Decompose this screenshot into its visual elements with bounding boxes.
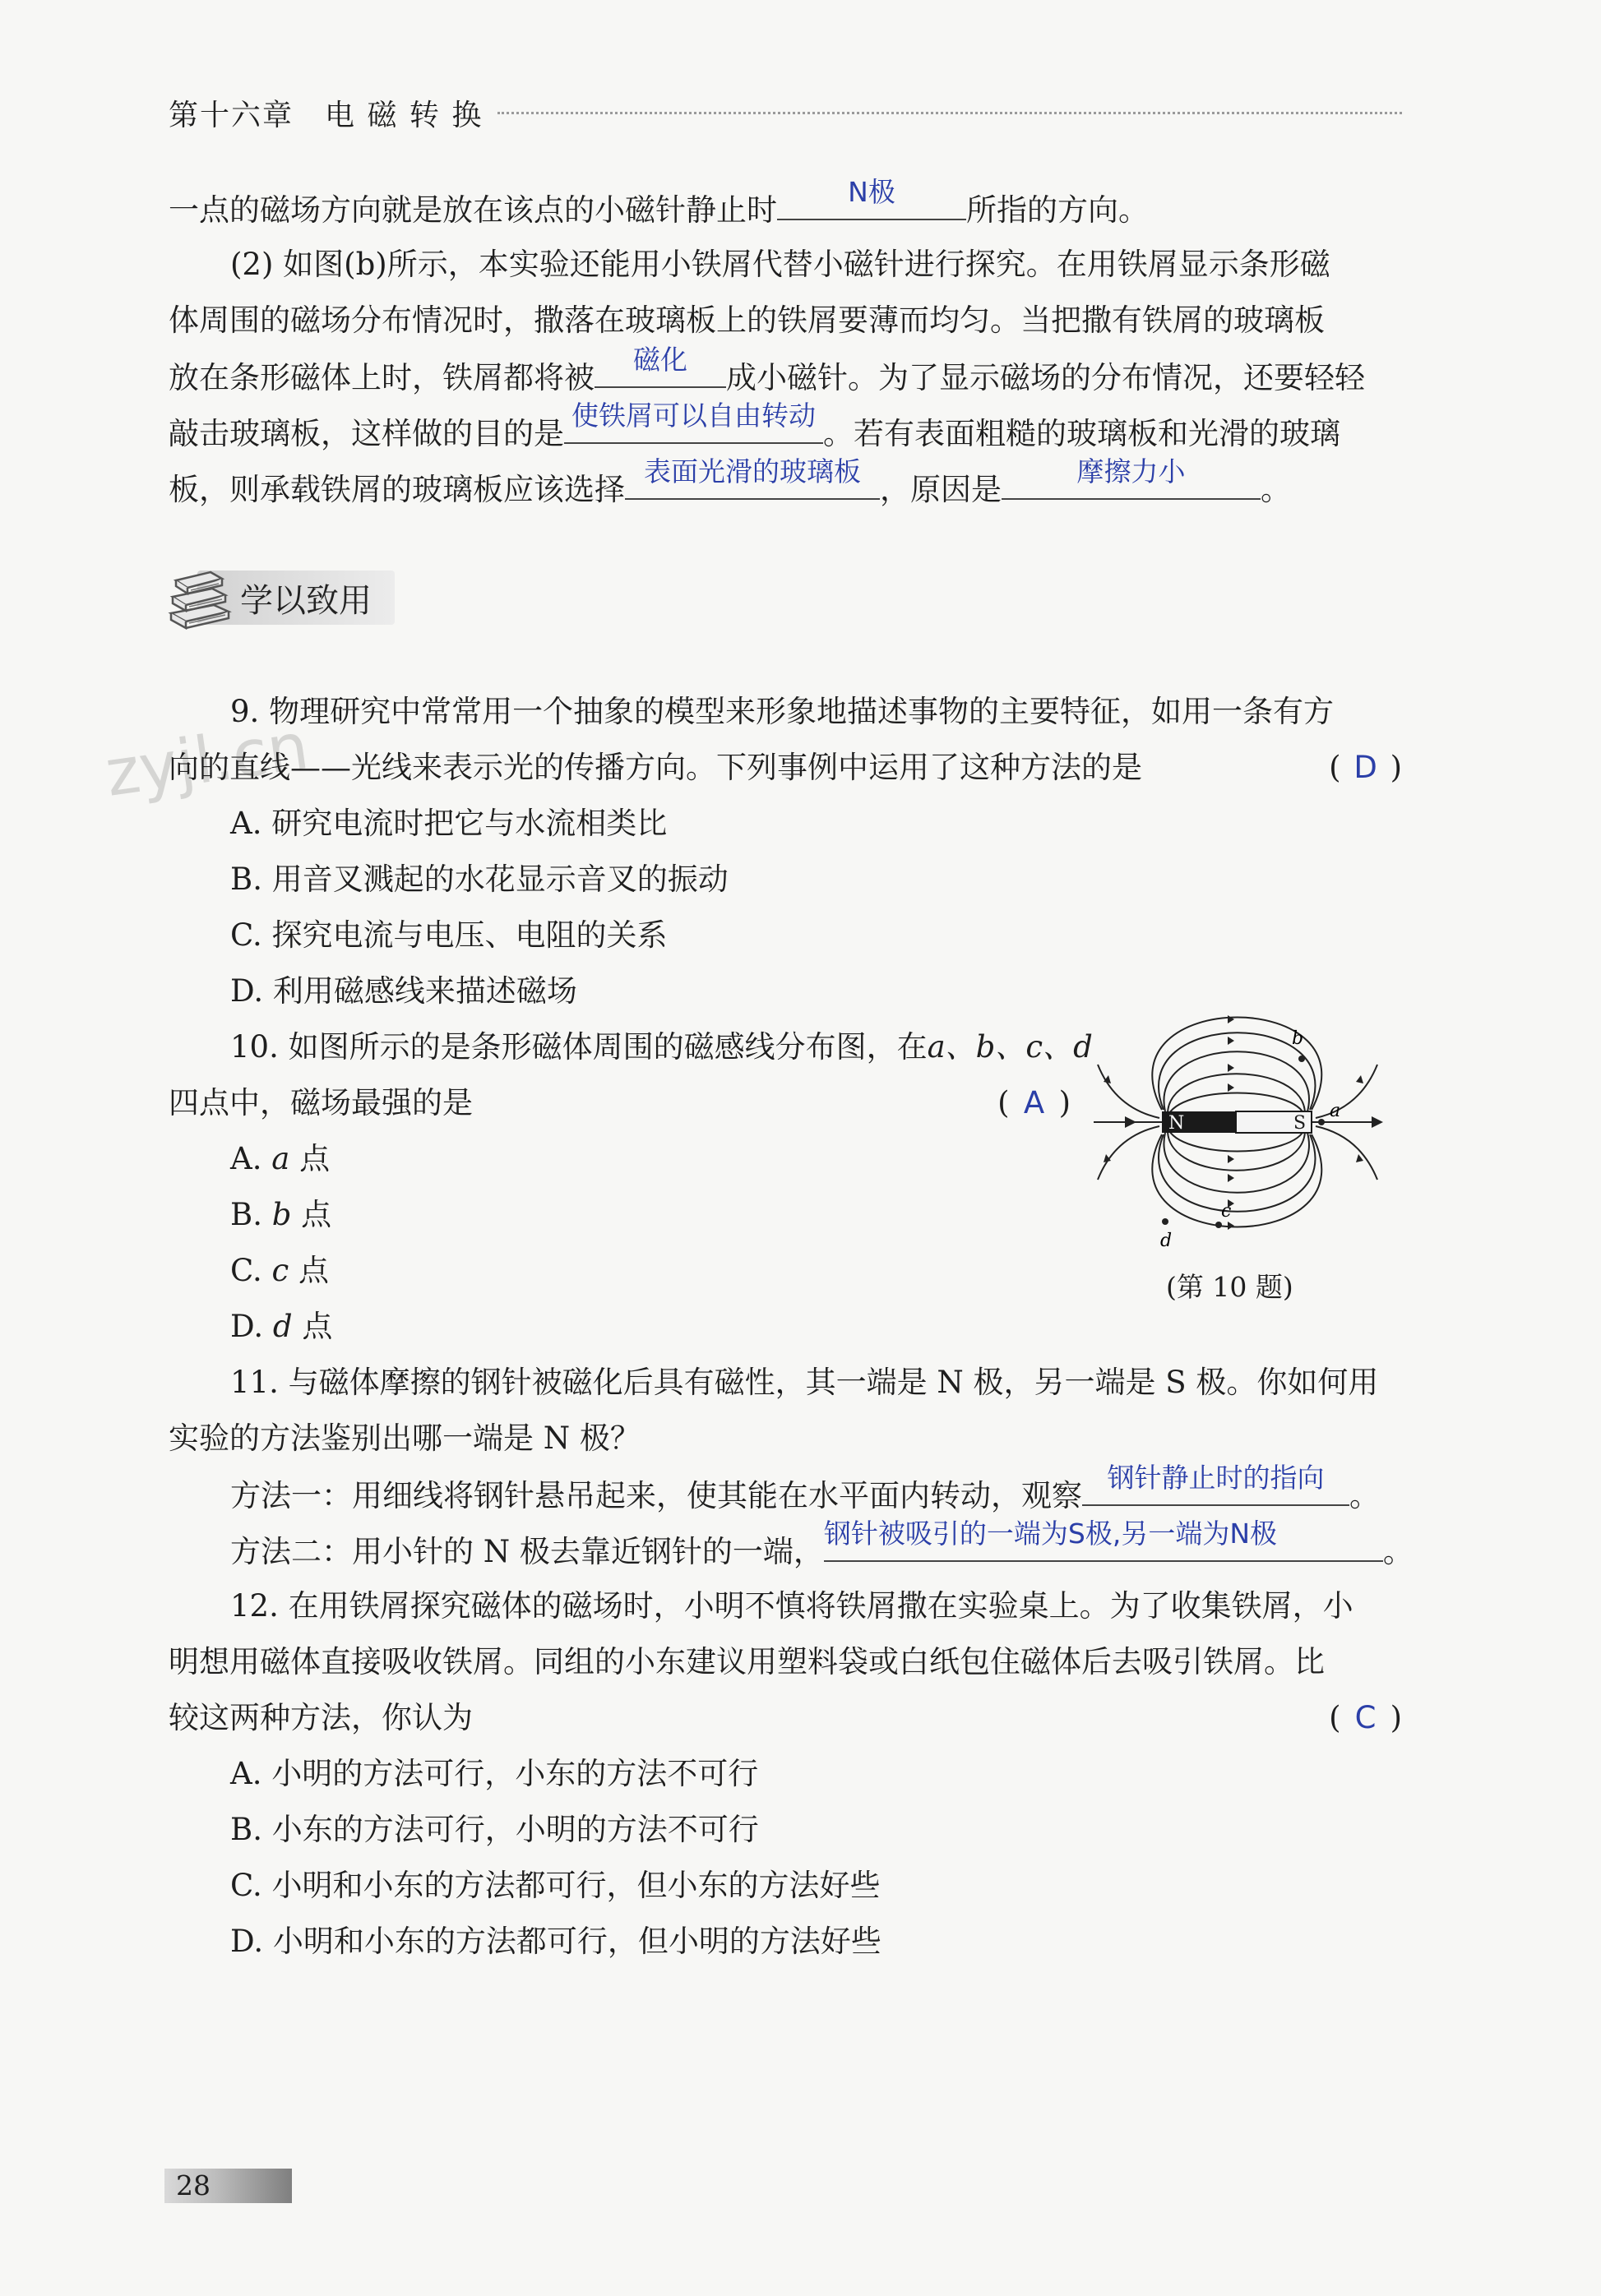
- q12-option-a: A. 小明的方法可行，小东的方法不可行: [230, 1756, 759, 1791]
- figure-caption: (第 10 题): [1166, 1271, 1293, 1303]
- label-d: d: [1160, 1231, 1173, 1251]
- intro-line-6: [169, 455, 1402, 511]
- text: 敲击玻璃板，这样做的目的是: [169, 416, 564, 451]
- q12-answer-paren: ( C ): [1329, 1697, 1402, 1739]
- text: ，原因是: [880, 472, 1002, 507]
- q12-answer: C: [1354, 1700, 1377, 1735]
- q10-answer: A: [1023, 1085, 1045, 1120]
- answer-blank: [1082, 1462, 1349, 1506]
- text: 点: [299, 1141, 331, 1176]
- q9-answer-paren: ( D ): [1329, 746, 1402, 789]
- text: 方法一：用细线将钢针悬吊起来，使其能在水平面内转动，观察: [230, 1478, 1082, 1513]
- q9-option-b: B. 用音叉溅起的水花显示音叉的振动: [230, 862, 729, 897]
- q10-line-1: [230, 1026, 1093, 1069]
- handwritten-answer: 表面光滑的玻璃板: [644, 455, 861, 487]
- text: 点: [298, 1253, 330, 1288]
- text: 点: [301, 1197, 332, 1232]
- books-icon: [164, 566, 238, 630]
- answer-blank: [625, 455, 880, 500]
- q12-line-3: 较这两种方法，你认为: [169, 1700, 473, 1735]
- north-label: N: [1168, 1113, 1185, 1134]
- answer-blank: [777, 176, 966, 220]
- text: A.: [230, 1141, 262, 1176]
- q10-answer-paren: ( A ): [997, 1082, 1071, 1125]
- page-header: [169, 92, 1402, 133]
- point-d: [1162, 1218, 1168, 1225]
- text: 板，则承载铁屑的玻璃板应该选择: [169, 472, 625, 507]
- text: D.: [230, 1309, 264, 1344]
- text: 一点的磁场方向就是放在该点的小磁针静止时: [169, 192, 777, 228]
- text: 所指的方向。: [966, 192, 1149, 228]
- handwritten-answer: N极: [848, 176, 895, 208]
- label-c: c: [1221, 1201, 1232, 1222]
- q9-answer: D: [1353, 750, 1377, 785]
- q10-option-c: [230, 1250, 724, 1292]
- point-labels: a、b、c、d: [927, 1029, 1093, 1065]
- handwritten-answer: 磁化: [633, 344, 687, 376]
- q10-option-a: [230, 1138, 724, 1180]
- intro-line-1: [169, 176, 1402, 232]
- text: 。: [1382, 1534, 1414, 1569]
- header-dotted-rule: [497, 112, 1402, 114]
- text: 10. 如图所示的是条形磁体周围的磁感线分布图，在: [230, 1029, 928, 1065]
- var: b: [271, 1197, 292, 1232]
- text: 放在条形磁体上时，铁屑都将被: [169, 360, 595, 395]
- watermark: zyjl.cn: [100, 709, 313, 811]
- q9-line-2: 向的直线——光线来表示光的传播方向。下列事例中运用了这种方法的是: [169, 750, 1142, 785]
- page-number: 28: [164, 2169, 292, 2203]
- text: B.: [230, 1197, 262, 1232]
- q11-line-2: 实验的方法鉴别出哪一端是 N 极？: [169, 1421, 641, 1456]
- point-a: [1318, 1119, 1325, 1125]
- q12-line-2: 明想用磁体直接吸收铁屑。同组的小东建议用塑料袋或白纸包住磁体后去吸引铁屑。比: [169, 1644, 1325, 1679]
- handwritten-answer: 钢针被吸引的一端为S极,另一端为N极: [823, 1518, 1278, 1550]
- handwritten-answer: 使铁屑可以自由转动: [571, 400, 816, 432]
- answer-blank: [823, 1518, 1383, 1562]
- point-c: [1215, 1222, 1222, 1228]
- intro-line-4: [169, 344, 1402, 400]
- q9-option-c: C. 探究电流与电压、电阻的关系: [230, 917, 668, 953]
- q11-method-2: [230, 1518, 1464, 1573]
- var: c: [271, 1253, 289, 1288]
- q10-option-b: [230, 1194, 724, 1236]
- q9-option-d: D. 利用磁感线来描述磁场: [230, 973, 577, 1009]
- chapter-title: 第十六章 电 磁 转 换: [169, 98, 484, 132]
- q12-option-b: B. 小东的方法可行，小明的方法不可行: [230, 1812, 759, 1847]
- point-b: [1298, 1056, 1305, 1062]
- text: 成小磁针。为了显示磁场的分布情况，还要轻轻: [726, 360, 1365, 395]
- text: 。: [1349, 1478, 1380, 1513]
- q12-line-1: 12. 在用铁屑探究磁体的磁场时，小明不慎将铁屑撒在实验桌上。为了收集铁屑，小: [230, 1588, 1353, 1624]
- handwritten-answer: 摩擦力小: [1076, 455, 1186, 487]
- answer-blank: [1002, 455, 1261, 500]
- q9-line-1: 9. 物理研究中常常用一个抽象的模型来形象地描述事物的主要特征，如用一条有方: [230, 694, 1335, 729]
- intro-line-5: [169, 400, 1402, 455]
- answer-blank: [564, 400, 823, 444]
- q10-option-d: [230, 1305, 724, 1348]
- intro-line-2: (2) 如图(b)所示，本实验还能用小铁屑代替小磁针进行探究。在用铁屑显示条形磁: [230, 247, 1330, 282]
- magnetic-field-figure: [1090, 986, 1386, 1258]
- q9-option-a: A. 研究电流时把它与水流相类比: [230, 806, 668, 841]
- section-title: 学以致用: [240, 581, 372, 620]
- q11-line-1: 11. 与磁体摩擦的钢针被磁化后具有磁性，其一端是 N 极，另一端是 S 极。你如何用: [230, 1365, 1379, 1400]
- text: 。若有表面粗糙的玻璃板和光滑的玻璃: [823, 416, 1340, 451]
- south-label: S: [1293, 1113, 1307, 1134]
- text: 方法二：用小针的 N 极去靠近钢针的一端，: [230, 1534, 824, 1569]
- text: 。: [1261, 472, 1291, 507]
- var: d: [272, 1309, 293, 1344]
- answer-blank: [595, 344, 726, 388]
- text: C.: [230, 1253, 262, 1288]
- q12-option-d: D. 小明和小东的方法都可行，但小明的方法好些: [230, 1924, 881, 1959]
- var: a: [271, 1141, 290, 1176]
- section-header: [164, 566, 395, 630]
- label-b: b: [1292, 1028, 1304, 1049]
- text: 点: [302, 1309, 333, 1344]
- label-a: a: [1330, 1101, 1341, 1121]
- intro-line-3: 体周围的磁场分布情况时，撒落在玻璃板上的铁屑要薄而均匀。当把撒有铁屑的玻璃板: [169, 303, 1325, 338]
- q10-line-2: 四点中，磁场最强的是: [169, 1085, 473, 1120]
- handwritten-answer: 钢针静止时的指向: [1107, 1462, 1325, 1494]
- q12-option-c: C. 小明和小东的方法都可行，但小东的方法好些: [230, 1868, 881, 1903]
- q11-method-1: [230, 1462, 1464, 1518]
